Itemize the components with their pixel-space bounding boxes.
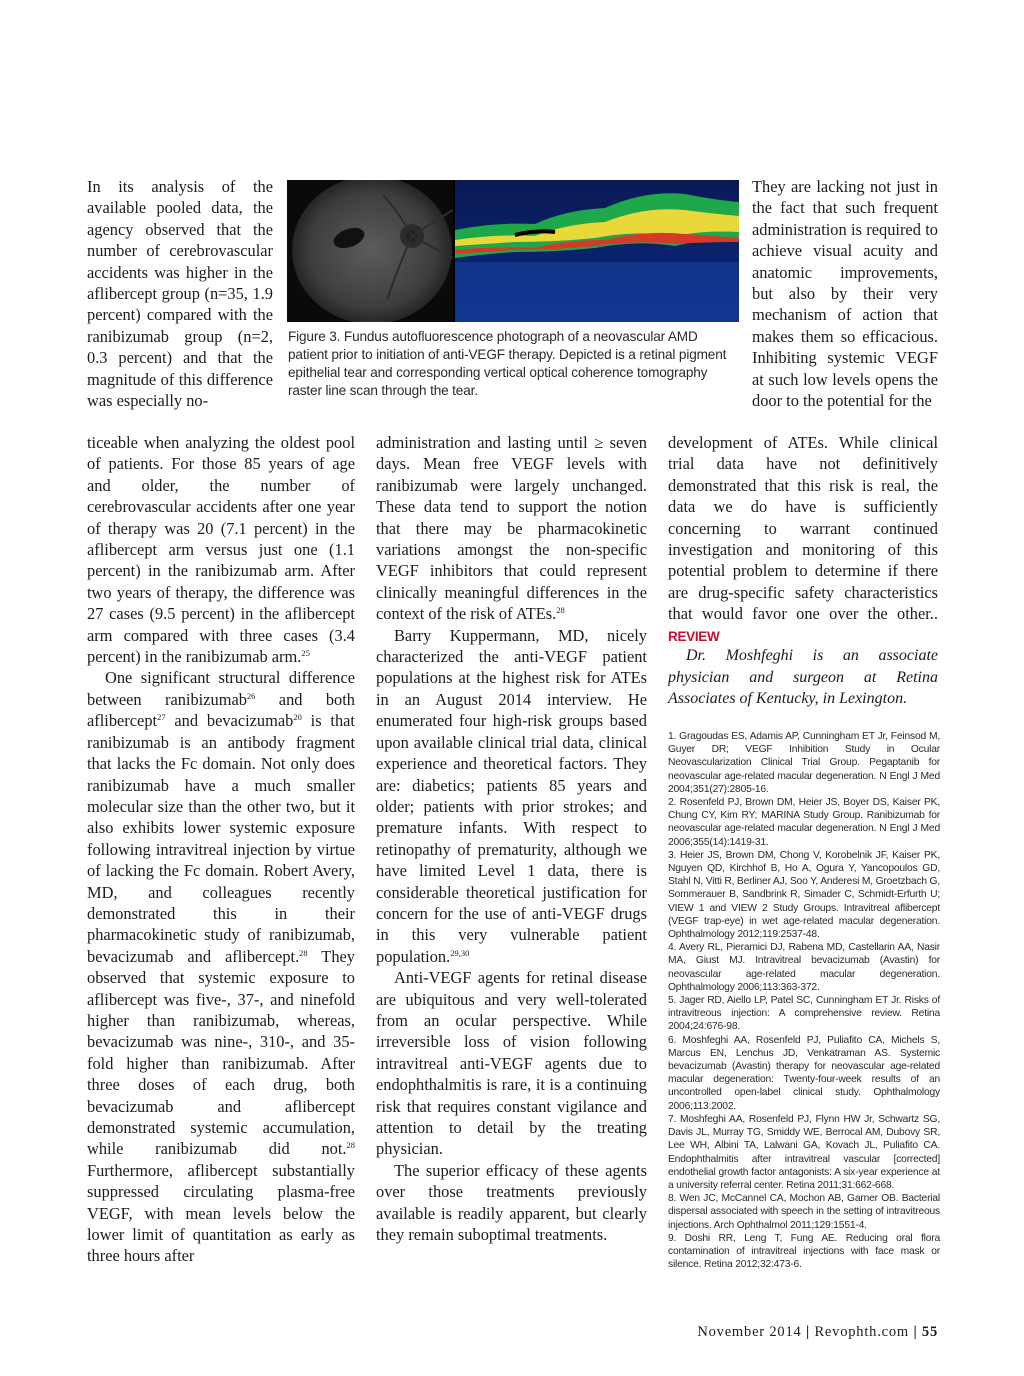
figure-caption: Figure 3. Fundus autofluorescence photograph of a neovascular AMD patient prior to initiation of anti-VEGF therapy. Depicted is a retinal pigment epithelial tear and corresponding vertical optical coherence tomography raster line scan through the tear. bbox=[288, 329, 727, 398]
issue-date: November 2014 bbox=[697, 1324, 802, 1340]
paragraph: Barry Kuppermann, MD, nicely characterized the anti-VEGF patient populations at the highest risk for ATEs in an August 2014 interview. He enumerated four high-risk groups based upon available clinical trial data, clinical experience and theoretical factors. They are: diabetics; patients 85 years and older; patients with prior strokes; and premature infants. With respect to retinopathy of prematurity, although we have limited Level 1 data, there is considerable theoretical justification for concern for the use of anti-VEGF drugs in this very vulnerable patient population.$^{29,30}$ bbox=[376, 625, 647, 966]
column-1-top bbox=[87, 176, 273, 411]
reference-item: 8. Wen JC, McCannel CA, Mochon AB, Garner OB. Bacterial dispersal associated with speech in the setting of intravitreous injections. Arch Ophthalmol 2011;129:1551-4. bbox=[668, 1193, 940, 1231]
separator: | bbox=[913, 1324, 918, 1340]
reference-item: 5. Jager RD, Aiello LP, Patel SC, Cunningham ET Jr. Risks of intravitreous injection: A comprehensive review. Retina 2004;24:676-98. bbox=[668, 995, 940, 1033]
citation: 28 bbox=[556, 605, 565, 616]
citation: 25 bbox=[301, 648, 310, 659]
paragraph: ticeable when analyzing the oldest pool of patients. For those 85 years of age and older, the number of cerebrovascular accidents after one year of therapy was 20 (7.1 percent) in the aflibercept arm versus just one (1.1 percent) in the ranibizumab arm. After two years of therapy, the difference was 27 cases (9.5 percent) in the aflibercept arm compared with three cases (3.4 percent) in the ranibizumab arm.$^{25}$ bbox=[87, 433, 355, 667]
reference-item: 6. Moshfeghi AA, Rosenfeld PJ, Puliafito CA, Michels S, Marcus EN, Lenchus JD, Venkatraman AS. Systemic bevacizumab (Avastin) therapy for neovascular age-related macular degeneration: Twenty-four-week results of an uncontrolled open-label clinical study. Ophthalmology 2006;113:2002. bbox=[668, 1034, 940, 1112]
column-3-top bbox=[752, 176, 938, 411]
page-footer bbox=[686, 1324, 938, 1341]
paragraph: The superior efficacy of these agents over those treatments previously available is readily apparent, but clearly they remain suboptimal treatments. bbox=[376, 1160, 647, 1245]
figure-3 bbox=[287, 180, 739, 322]
citation: 28 bbox=[299, 947, 308, 958]
review-end-mark: REVIEW bbox=[668, 628, 720, 644]
paragraph: One significant structural difference between ranibizumab$^{26}$ and both aflibercept$^{27}$ and bevacizumab$^{20}$ is that ranibizumab is an antibody fragment that lacks the Fc domain. Not only does ranibizumab have a much smaller molecular size than the other two, but it also exhibits lower systemic exposure following intravitreal injection by virtue of lacking the Fc domain. Robert Avery, MD, and colleagues recently demonstrated this in their pharmacokinetic study of ranibizumab, bevacizumab and aflibercept.$^{28}$ They observed that systemic exposure to aflibercept was five-, 37-, and ninefold higher than ranibizumab, whereas, bevacizumab was nine-, 310-, and 35-fold higher than ranibizumab. After three doses of each drug, both bevacizumab and aflibercept demonstrated systemic accumulation, while ranibizumab did not.$^{28}$ Furthermore, aflibercept substantially suppressed circulating plasma-free VEGF, with mean levels below the lower limit of quantitation as early as three hours after bbox=[87, 668, 355, 1266]
page-number: 55 bbox=[921, 1324, 938, 1340]
paragraph: administration and lasting until ≥ seven days. Mean free VEGF levels with ranibizumab were largely unchanged. These data tend to support the notion that there may be pharmacokinetic variations amongst the non-specific VEGF inhibitors that could represent clinically meaningful differences in the context of the risk of ATEs.$^{28}$ bbox=[376, 433, 647, 624]
paragraph: Anti-VEGF agents for retinal disease are ubiquitous and very well-tolerated from an ocular perspective. While irreversible loss of vision following intravitreal anti-VEGF agents due to endophthalmitis is rare, it is a continuing risk that requires constant vigilance and attention to detail by the treating physician. bbox=[376, 968, 647, 1159]
citation: 28 bbox=[346, 1140, 355, 1151]
citation: 20 bbox=[293, 712, 302, 723]
reference-item: 1. Gragoudas ES, Adamis AP, Cunningham ET Jr, Feinsod M, Guyer DR; VEGF Inhibition Study in Ocular Neovascularization Clinical Trial Group. Pegaptanib for neovascular age-related macular degeneration. N Engl J Med 2004;351(27):2805-16. bbox=[668, 731, 940, 795]
column-3 bbox=[668, 432, 938, 647]
separator: | bbox=[806, 1324, 810, 1340]
citation: 26 bbox=[246, 690, 256, 701]
paragraph: In its analysis of the available pooled data, the agency observed that the number of cerebrovascular accidents was higher in the aflibercept group (n=35, 1.9 percent) compared with the ranibizumab group (n=2, 0.3 percent) and that the magnitude of this difference was especially no- bbox=[87, 177, 273, 411]
paragraph: development of ATEs. While clinical trial data have not definitively demonstrated that this risk is real, the data we do have is sufficiently concerning to warrant continued investigation and monitoring of this potential problem to determine if there are drug-specific safety characteristics that would favor one over the other.. REVIEW bbox=[668, 433, 938, 644]
paragraph: They are lacking not just in the fact that such frequent administration is required to achieve visual acuity and anatomic improvements, but also by their very mechanism of action that makes them so efficacious. Inhibiting systemic VEGF at such low levels opens the door to the potential for the bbox=[752, 177, 938, 411]
fundus-autofluorescence-photo bbox=[287, 180, 453, 322]
website: Revophth.com bbox=[814, 1324, 910, 1340]
oct-raster-scan bbox=[455, 180, 739, 322]
column-1 bbox=[87, 432, 355, 1267]
reference-item: 3. Heier JS, Brown DM, Chong V, Korobelnik JF, Kaiser PK, Nguyen QD, Kirchhof B, Ho A, Ogura Y, Yancopoulos GD, Stahl N, Vitti R, Berliner AJ, Soo Y, Anderesi M, Groetzbach G, Sommerauer B, Sandbrink R, Simader C, Schmidt-Erfurth U; VIEW 1 and VIEW 2 Study Groups. Intravitreal aflibercept (VEGF trap-eye) in wet age-related macular degeneration. Ophthalmology 2012;119:2537-48. bbox=[668, 849, 940, 941]
citation: 29,30 bbox=[450, 947, 470, 958]
reference-item: 9. Doshi RR, Leng T, Fung AE. Reducing oral flora contamination of intravitreal injections with face mask or silence. Retina 2012;32:473-6. bbox=[668, 1232, 940, 1271]
reference-item: 2. Rosenfeld PJ, Brown DM, Heier JS, Boyer DS, Kaiser PK, Chung CY, Kim RY; MARINA Study Group. Ranibizumab for neovascular age-related macular degeneration. N Engl J Med 2006;355(14):1419-31. bbox=[668, 797, 940, 848]
references-list bbox=[668, 730, 940, 1271]
author-bio: Dr. Moshfeghi is an associate physician and surgeon at Retina Associates of Kentucky, in Lexington. bbox=[668, 647, 938, 707]
column-2 bbox=[376, 432, 647, 1245]
reference-item: 7. Moshfeghi AA, Rosenfeld PJ, Flynn HW Jr, Schwartz SG, Davis JL, Murray TG, Smiddy WE, Berrocal AM, Dubovy SR, Lee WH, Albini TA, Lalwani GA, Kovach JL, Puliafito CA. Endophthalmitis after intravitreal vascular [corrected] endothelial growth factor antagonists: A six-year experience at a university referral center. Retina 2011;31:662-668. bbox=[668, 1113, 940, 1191]
citation: 27 bbox=[157, 712, 166, 723]
reference-item: 4. Avery RL, Pieramici DJ, Rabena MD, Castellarin AA, Nasir MA, Giust MJ. Intravitreal bevacizumab (Avastin) for neovascular age-related macular degeneration. Ophthalmology 2006;113:363-372. bbox=[668, 942, 940, 993]
